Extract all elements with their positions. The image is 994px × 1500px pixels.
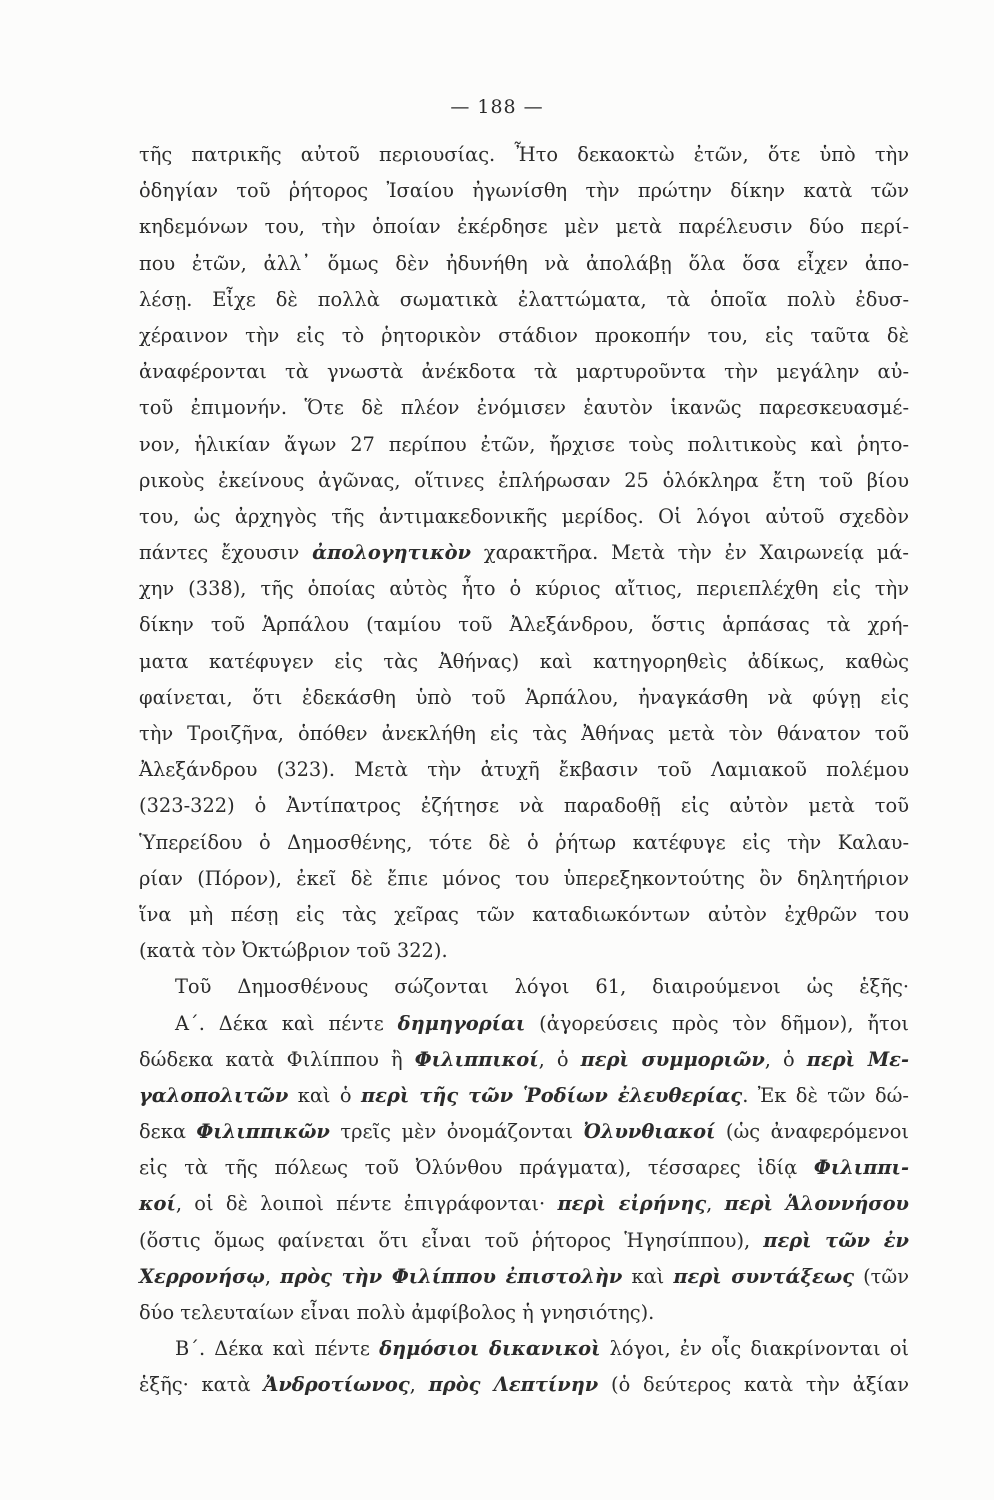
text-line <box>139 1186 909 1222</box>
text-segment: Ἀλεξάνδρου (323). Μετὰ τὴν ἀτυχῆ ἔκβασιν τοῦ Λαμιακοῦ πολέμου <box>139 758 909 782</box>
text-segment: (ὁ δεύτερος κατὰ τὴν ἀξίαν <box>598 1373 910 1397</box>
text-segment: Ὑπερείδου ὁ Δημοσθένης, τότε δὲ ὁ ῥήτωρ κατέφυγε εἰς τὴν Καλαυ- <box>139 830 909 854</box>
text-line <box>139 427 909 463</box>
text-line <box>139 1006 909 1042</box>
text-line <box>139 607 909 643</box>
text-line <box>139 897 909 933</box>
text-line <box>139 463 909 499</box>
italic-text-segment: περὶ Ἁλοννήσου <box>724 1192 909 1216</box>
italic-text-segment: γαλοπολιτῶν <box>139 1083 289 1107</box>
text-segment: κηδεμόνων του, τὴν ὁποίαν ἐκέρδησε μὲν μετὰ παρέλευσιν δύο περί- <box>139 215 909 239</box>
text-segment: δύο τελευταίων εἶναι πολὺ ἀμφίβολος ἡ γνησιότης). <box>139 1301 655 1324</box>
text-segment: λόγοι, ἐν οἷς διακρίνονται οἱ <box>600 1337 909 1361</box>
text-line <box>139 173 909 209</box>
page-number: — 188 — <box>450 96 544 118</box>
text-segment: , <box>706 1192 725 1216</box>
text-segment: λέσῃ. Εἶχε δὲ πολλὰ σωματικὰ ἐλαττώματα, τὰ ὁποῖα πολὺ ἐδυσ- <box>139 287 909 311</box>
text-line <box>139 1223 909 1259</box>
text-line <box>139 969 909 1005</box>
text-line <box>139 1150 909 1186</box>
italic-text-segment: ἀπολογητικὸν <box>312 541 471 565</box>
text-segment: , <box>409 1373 429 1397</box>
text-segment: πάντες ἔχουσιν <box>139 541 313 565</box>
body-text <box>139 137 909 1404</box>
italic-text-segment: περὶ Με- <box>806 1047 910 1071</box>
text-segment: χην (338), τῆς ὁποίας αὐτὸς ἦτο ὁ κύριος αἴτιος, περιεπλέχθη εἰς τὴν <box>139 577 909 601</box>
text-segment: (323-322) ὁ Ἀντίπατρος ἐζήτησε νὰ παραδοθῇ εἰς αὐτὸν μετὰ τοῦ <box>139 794 909 818</box>
italic-text-segment: Φιλιππικοί <box>414 1047 539 1071</box>
text-segment: χέραινον τὴν εἰς τὸ ῥητορικὸν στάδιον προκοπήν του, εἰς ταῦτα δὲ <box>139 323 909 347</box>
text-line <box>139 933 909 969</box>
text-segment: ὁδηγίαν τοῦ ῥήτορος Ἰσαίου ἠγωνίσθη τὴν πρώτην δίκην κατὰ τῶν <box>139 179 909 203</box>
text-segment: που ἐτῶν, ἀλλ᾽ ὅμως δὲν ἠδυνήθη νὰ ἀπολάβῃ ὅλα ὅσα εἶχεν ἀπο- <box>139 251 909 275</box>
text-segment: (τῶν <box>854 1264 909 1288</box>
text-line <box>139 137 909 173</box>
text-segment: (κατὰ τὸν Ὀκτώβριον τοῦ 322). <box>139 939 448 963</box>
text-line <box>139 1042 909 1078</box>
text-line <box>139 1259 909 1295</box>
text-segment: ἀναφέρονται τὰ γνωστὰ ἀνέκδοτα τὰ μαρτυροῦντα τὴν μεγάλην αὐ- <box>139 360 909 384</box>
text-line <box>139 825 909 861</box>
text-line <box>139 1078 909 1114</box>
text-segment: , ὁ <box>538 1047 581 1071</box>
text-segment: . Ἐκ δὲ τῶν δώ- <box>742 1083 909 1107</box>
italic-text-segment: Φιλιππικῶν <box>196 1120 330 1144</box>
text-segment: (ὡς ἀναφερόμενοι <box>715 1120 909 1144</box>
italic-text-segment: δημηγορίαι <box>397 1011 526 1035</box>
text-segment: φαίνεται, ὅτι ἐδεκάσθη ὑπὸ τοῦ Ἁρπάλου, ἠναγκάσθη νὰ φύγῃ εἰς <box>139 685 909 709</box>
text-line <box>139 499 909 535</box>
text-line <box>139 788 909 824</box>
text-line <box>139 318 909 354</box>
text-segment: (ἀγορεύσεις πρὸς τὸν δῆμον), ἤτοι <box>525 1011 909 1035</box>
text-segment: τὴν Τροιζῆνα, ὁπόθεν ἀνεκλήθη εἰς τὰς Ἀθήνας μετὰ τὸν θάνατον τοῦ <box>139 722 909 745</box>
text-segment: καὶ <box>622 1264 674 1288</box>
italic-text-segment: περὶ συμμοριῶν <box>580 1047 765 1071</box>
text-segment: Β΄. Δέκα καὶ πέντε <box>175 1337 380 1361</box>
text-line <box>139 716 909 752</box>
text-segment: Α΄. Δέκα καὶ πέντε <box>175 1011 398 1035</box>
text-line <box>139 571 909 607</box>
text-segment: νον, ἡλικίαν ἄγων 27 περίπου ἐτῶν, ἤρχισε τοὺς πολιτικοὺς καὶ ῥητο- <box>139 432 909 456</box>
text-segment: του, ὡς ἀρχηγὸς τῆς ἀντιμακεδονικῆς μερίδος. Οἱ λόγοι αὐτοῦ σχεδὸν <box>139 504 909 528</box>
text-segment: τοῦ ἐπιμονήν. Ὅτε δὲ πλέον ἐνόμισεν ἑαυτὸν ἱκανῶς παρεσκευασμέ- <box>139 396 909 420</box>
text-line <box>139 1295 909 1331</box>
italic-text-segment: πρὸς Λεπτίνην <box>428 1373 599 1397</box>
italic-text-segment: κοί <box>139 1192 176 1216</box>
italic-text-segment: Φιλιππι- <box>813 1156 909 1180</box>
text-line <box>139 1114 909 1150</box>
italic-text-segment: δημόσιοι δικανικοὶ <box>379 1337 601 1361</box>
text-line <box>139 209 909 245</box>
text-line <box>139 861 909 897</box>
italic-text-segment: Ὀλυνθιακοί <box>583 1120 716 1144</box>
text-segment: (ὅστις ὅμως φαίνεται ὅτι εἶναι τοῦ ῥήτορος Ἡγησίππου), <box>139 1228 764 1252</box>
text-segment: , <box>264 1264 281 1288</box>
text-line <box>139 390 909 426</box>
text-line <box>139 535 909 571</box>
italic-text-segment: πρὸς τὴν Φιλίππου ἐπιστολὴν <box>280 1264 623 1288</box>
text-line <box>139 246 909 282</box>
text-line <box>139 354 909 390</box>
italic-text-segment: περὶ συντάξεως <box>673 1264 855 1288</box>
text-line <box>139 680 909 716</box>
text-segment: τρεῖς μὲν ὀνομάζονται <box>329 1120 584 1144</box>
text-segment: , οἱ δὲ λοιποὶ πέντε ἐπιγράφονται· <box>175 1192 558 1216</box>
text-segment: ἵνα μὴ πέσῃ εἰς τὰς χεῖρας τῶν καταδιωκόντων αὐτὸν ἐχθρῶν του <box>139 902 909 926</box>
text-segment: ρίαν (Πόρον), ἐκεῖ δὲ ἔπιε μόνος του ὑπερεξηκοντούτης ὂν δηλητήριον <box>139 866 909 890</box>
text-segment: ματα κατέφυγεν εἰς τὰς Ἀθήνας) καὶ κατηγορηθεὶς ἀδίκως, καθὼς <box>139 649 909 673</box>
text-segment: Τοῦ Δημοσθένους σώζονται λόγοι 61, διαιρούμενοι ὡς ἑξῆς· <box>175 975 909 999</box>
italic-text-segment: Χερρονήσῳ <box>139 1264 265 1288</box>
text-line <box>139 1367 909 1403</box>
text-segment: χαρακτῆρα. Μετὰ τὴν ἐν Χαιρωνείᾳ μά- <box>471 541 909 565</box>
text-segment: δώδεκα κατὰ Φιλίππου ἢ <box>139 1047 415 1071</box>
text-segment: δεκα <box>139 1120 197 1144</box>
text-segment: δίκην τοῦ Ἁρπάλου (ταμίου τοῦ Ἀλεξάνδρου, ὅστις ἁρπάσας τὰ χρή- <box>139 613 909 637</box>
text-segment: εἰς τὰ τῆς πόλεως τοῦ Ὀλύνθου πράγματα), τέσσαρες ἰδίᾳ <box>139 1156 814 1180</box>
text-segment: καὶ ὁ <box>288 1083 361 1107</box>
text-line <box>139 644 909 680</box>
text-segment: , ὁ <box>764 1047 807 1071</box>
italic-text-segment: περὶ εἰρήνης <box>557 1192 707 1216</box>
text-segment: ἑξῆς· κατὰ <box>139 1373 264 1397</box>
italic-text-segment: Ἀνδροτίωνος <box>263 1373 410 1397</box>
text-segment: ρικοὺς ἐκείνους ἀγῶνας, οἵτινες ἐπλήρωσαν 25 ὁλόκληρα ἔτη τοῦ βίου <box>139 468 909 492</box>
italic-text-segment: περὶ τῆς τῶν Ῥοδίων ἐλευθερίας <box>360 1083 743 1107</box>
text-line <box>139 282 909 318</box>
text-segment: τῆς πατρικῆς αὐτοῦ περιουσίας. Ἦτο δεκαοκτὼ ἐτῶν, ὅτε ὑπὸ τὴν <box>139 143 909 166</box>
italic-text-segment: περὶ τῶν ἐν <box>763 1228 910 1252</box>
text-line <box>139 1331 909 1367</box>
text-line <box>139 752 909 788</box>
